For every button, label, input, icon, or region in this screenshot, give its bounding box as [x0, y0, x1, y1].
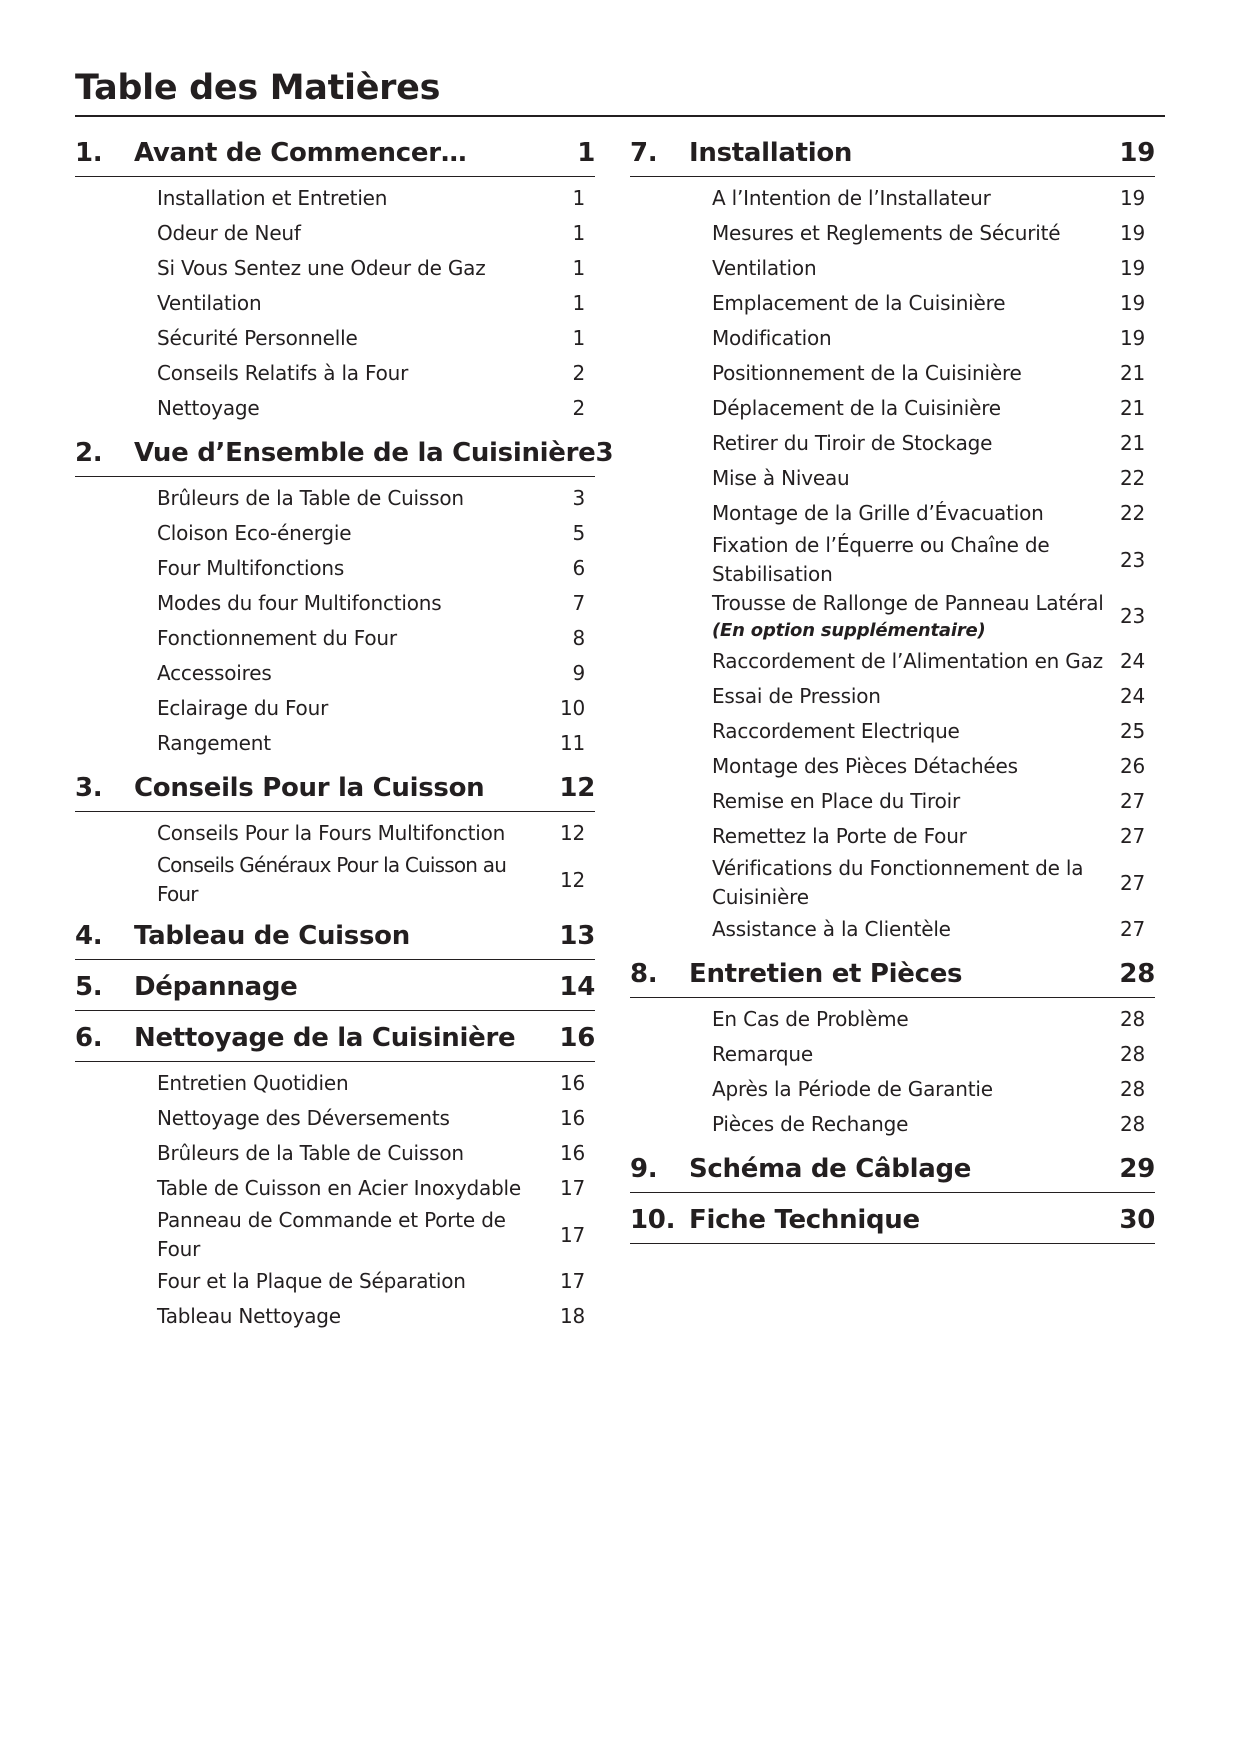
toc-entry[interactable]	[630, 1037, 1155, 1072]
toc-entry-label-wrap	[712, 717, 1115, 746]
toc-entry[interactable]	[630, 714, 1155, 749]
toc-entry-page-number: 17	[559, 1176, 585, 1200]
toc-entry-label-wrap	[712, 589, 1115, 644]
toc-entry-label-wrap	[712, 682, 1115, 711]
toc-entry-label-wrap	[712, 219, 1115, 248]
toc-entry-label: Odeur de Neuf	[157, 221, 301, 245]
toc-entry-page-number: 12	[559, 867, 585, 892]
toc-section-heading[interactable]	[630, 959, 1155, 998]
toc-subentry-list	[75, 177, 595, 426]
toc-entry-label-wrap	[157, 1104, 555, 1133]
toc-entry[interactable]	[75, 621, 595, 656]
toc-entry[interactable]	[630, 216, 1155, 251]
toc-entry-page-number: 25	[1119, 719, 1145, 743]
toc-entry-page-number: 5	[572, 521, 585, 545]
toc-entry-page-number: 7	[572, 591, 585, 615]
toc-entry-label-wrap	[712, 531, 1115, 589]
toc-entry-label-wrap	[157, 359, 555, 388]
toc-entry-label: Remettez la Porte de Four	[712, 824, 967, 848]
toc-section-heading[interactable]	[630, 1205, 1155, 1244]
toc-section-2	[75, 438, 614, 761]
toc-entry[interactable]	[75, 691, 595, 726]
toc-entry-page-number: 27	[1119, 917, 1145, 941]
toc-entry[interactable]	[75, 1206, 595, 1264]
toc-entry-label-wrap	[157, 484, 555, 513]
toc-section-heading[interactable]	[75, 1023, 595, 1062]
toc-section-10	[630, 1205, 1155, 1244]
toc-entry-label: Assistance à la Clientèle	[712, 917, 951, 941]
toc-entry[interactable]	[75, 1299, 595, 1334]
toc-entry-label: Installation et Entretien	[157, 186, 388, 210]
toc-entry[interactable]	[75, 356, 595, 391]
toc-entry-page-number: 24	[1119, 649, 1145, 673]
section-title: Installation	[689, 138, 853, 168]
section-number: 5.	[75, 972, 103, 1002]
toc-entry-label-wrap	[712, 429, 1115, 458]
toc-section-7	[630, 138, 1155, 947]
toc-entry-label: Essai de Pression	[712, 684, 881, 708]
toc-entry-label: Pièces de Rechange	[712, 1112, 909, 1136]
toc-entry[interactable]	[630, 531, 1155, 589]
section-title: Schéma de Câblage	[689, 1154, 972, 1184]
toc-entry-label: Ventilation	[157, 291, 262, 315]
toc-entry-label-wrap	[157, 1139, 555, 1168]
toc-entry-page-number: 27	[1119, 789, 1145, 813]
toc-entry[interactable]	[630, 426, 1155, 461]
toc-section-9	[630, 1154, 1155, 1193]
section-page-number: 14	[559, 972, 595, 1002]
toc-entry-page-number: 28	[1119, 1042, 1145, 1066]
toc-entry-label-wrap	[157, 1069, 555, 1098]
toc-entry-label: Nettoyage	[157, 396, 260, 420]
toc-right-column	[630, 138, 1155, 1256]
section-title: Nettoyage de la Cuisinière	[134, 1023, 516, 1053]
toc-entry-label: Sécurité Personnelle	[157, 326, 358, 350]
toc-entry-page-number: 23	[1119, 547, 1145, 572]
toc-section-heading[interactable]	[630, 1154, 1155, 1193]
section-number: 1.	[75, 138, 103, 168]
toc-entry-page-number: 11	[559, 731, 585, 755]
toc-entry-label-wrap	[157, 1206, 555, 1264]
toc-subentry-list	[75, 812, 595, 909]
title-rule	[75, 115, 1165, 117]
toc-entry-label-wrap	[157, 324, 555, 353]
toc-subentry-list	[630, 177, 1155, 947]
toc-entry-page-number: 23	[1119, 604, 1145, 628]
toc-entry-label-wrap	[157, 394, 555, 423]
toc-entry-page-number: 16	[559, 1106, 585, 1130]
toc-section-3	[75, 773, 595, 909]
toc-entry[interactable]	[75, 1136, 595, 1171]
section-page-number: 13	[559, 921, 595, 951]
toc-subentry-list	[630, 998, 1155, 1142]
section-title: Dépannage	[134, 972, 298, 1002]
toc-entry[interactable]	[75, 1066, 595, 1101]
toc-entry-label-wrap	[157, 219, 555, 248]
toc-entry-label-wrap	[712, 915, 1115, 944]
toc-entry-label-wrap	[712, 289, 1115, 318]
toc-entry[interactable]	[75, 516, 595, 551]
toc-entry-label: Four Multifonctions	[157, 556, 345, 580]
toc-entry-label-wrap	[712, 499, 1115, 528]
toc-entry-label: Mesures et Reglements de Sécurité	[712, 221, 1061, 245]
section-title: Vue d’Ensemble de la Cuisinière	[134, 438, 596, 468]
toc-entry[interactable]	[630, 679, 1155, 714]
toc-entry-label: Raccordement Electrique	[712, 719, 960, 743]
toc-entry-label: Trousse de Rallonge de Panneau Latéral	[712, 591, 1104, 615]
toc-entry[interactable]	[75, 656, 595, 691]
toc-entry-label: Brûleurs de la Table de Cuisson	[157, 486, 464, 510]
toc-entry-label: Si Vous Sentez une Odeur de Gaz	[157, 256, 486, 280]
toc-entry-label-wrap	[157, 184, 555, 213]
toc-entry[interactable]	[630, 912, 1155, 947]
toc-section-6	[75, 1023, 595, 1334]
toc-entry-page-number: 26	[1119, 754, 1145, 778]
toc-entry-label-wrap	[712, 1005, 1115, 1034]
toc-entry[interactable]	[75, 816, 595, 851]
toc-entry-page-number: 19	[1119, 291, 1145, 315]
toc-entry-page-number: 28	[1119, 1007, 1145, 1031]
toc-entry[interactable]	[75, 391, 595, 426]
toc-entry-label-wrap	[157, 819, 555, 848]
toc-entry[interactable]	[630, 1072, 1155, 1107]
toc-entry-page-number: 22	[1119, 501, 1145, 525]
toc-entry-label: Raccordement de l’Alimentation en Gaz	[712, 649, 1103, 673]
toc-entry-label-wrap	[157, 554, 555, 583]
toc-entry-page-number: 28	[1119, 1112, 1145, 1136]
toc-entry[interactable]	[75, 1264, 595, 1299]
toc-entry[interactable]	[630, 496, 1155, 531]
toc-section-heading[interactable]	[75, 438, 614, 477]
section-number: 10.	[630, 1205, 676, 1235]
toc-left-column	[75, 138, 614, 1346]
toc-entry-label: Ventilation	[712, 256, 817, 280]
toc-entry-label-wrap	[712, 324, 1115, 353]
section-number: 4.	[75, 921, 103, 951]
toc-entry[interactable]	[630, 286, 1155, 321]
toc-entry-label: Remarque	[712, 1042, 813, 1066]
toc-entry-label-wrap	[157, 659, 555, 688]
toc-entry[interactable]	[75, 551, 595, 586]
section-page-number: 16	[559, 1023, 595, 1053]
toc-entry-label-wrap	[712, 752, 1115, 781]
toc-entry-label-wrap	[157, 851, 555, 909]
toc-entry-page-number: 16	[559, 1071, 585, 1095]
section-page-number: 29	[1119, 1154, 1155, 1184]
toc-entry-label-wrap	[157, 624, 555, 653]
toc-section-5	[75, 972, 595, 1011]
toc-entry-page-number: 6	[572, 556, 585, 580]
toc-entry[interactable]	[630, 321, 1155, 356]
toc-entry-label-wrap	[712, 1075, 1115, 1104]
toc-entry[interactable]	[630, 819, 1155, 854]
toc-entry-label: Conseils Relatifs à la Four	[157, 361, 409, 385]
toc-entry[interactable]	[630, 461, 1155, 496]
toc-entry-label: Vérifications du Fonctionnement de la Cuisinière	[712, 856, 1084, 909]
section-title: Avant de Commencer…	[134, 138, 467, 168]
toc-entry-page-number: 2	[572, 361, 585, 385]
toc-entry-page-number: 18	[559, 1304, 585, 1328]
toc-entry-label-wrap	[712, 394, 1115, 423]
toc-entry-label: Nettoyage des Déversements	[157, 1106, 450, 1130]
toc-entry-label: Modes du four Multifonctions	[157, 591, 442, 615]
toc-entry-label-wrap	[157, 254, 555, 283]
toc-entry-label: Conseils Généraux Pour la Cuisson au Four	[157, 853, 507, 906]
toc-entry[interactable]	[630, 356, 1155, 391]
toc-entry-page-number: 17	[559, 1222, 585, 1247]
toc-entry-label-wrap	[712, 647, 1115, 676]
toc-entry-label-wrap	[157, 519, 555, 548]
toc-entry-label: Rangement	[157, 731, 271, 755]
toc-entry-page-number: 1	[572, 186, 585, 210]
section-title: Conseils Pour la Cuisson	[134, 773, 485, 803]
toc-entry-page-number: 21	[1119, 361, 1145, 385]
toc-entry-label: Conseils Pour la Fours Multifonction	[157, 821, 506, 845]
toc-entry-page-number: 17	[559, 1269, 585, 1293]
toc-entry-label: Déplacement de la Cuisinière	[712, 396, 1001, 420]
toc-entry-label: Montage de la Grille d’Évacuation	[712, 501, 1044, 525]
toc-entry[interactable]	[630, 1002, 1155, 1037]
toc-entry-page-number: 22	[1119, 466, 1145, 490]
toc-entry-label: Emplacement de la Cuisinière	[712, 291, 1006, 315]
toc-entry-label-wrap	[712, 787, 1115, 816]
toc-entry-label: Mise à Niveau	[712, 466, 850, 490]
section-page-number: 28	[1119, 959, 1155, 989]
toc-entry[interactable]	[630, 181, 1155, 216]
toc-entry-label-wrap	[157, 1302, 555, 1331]
toc-entry-label: Montage des Pièces Détachées	[712, 754, 1018, 778]
toc-entry-page-number: 1	[572, 221, 585, 245]
toc-section-8	[630, 959, 1155, 1142]
toc-entry-label: Entretien Quotidien	[157, 1071, 349, 1095]
toc-entry-label-wrap	[157, 694, 555, 723]
toc-entry-label: Tableau Nettoyage	[157, 1304, 341, 1328]
toc-entry-label-wrap	[712, 359, 1115, 388]
section-number: 7.	[630, 138, 658, 168]
toc-entry[interactable]	[75, 1101, 595, 1136]
toc-entry-page-number: 27	[1119, 870, 1145, 895]
toc-entry-label-wrap	[712, 184, 1115, 213]
toc-entry-page-number: 1	[572, 291, 585, 315]
toc-section-heading[interactable]	[630, 138, 1155, 177]
section-number: 3.	[75, 773, 103, 803]
toc-entry[interactable]	[630, 251, 1155, 286]
section-number: 2.	[75, 438, 103, 468]
toc-entry-label-wrap	[712, 1110, 1115, 1139]
section-page-number: 30	[1119, 1205, 1155, 1235]
toc-entry-page-number: 9	[572, 661, 585, 685]
toc-entry-label: A l’Intention de l’Installateur	[712, 186, 991, 210]
toc-entry-label: Après la Période de Garantie	[712, 1077, 993, 1101]
toc-entry-label: Table de Cuisson en Acier Inoxydable	[157, 1176, 522, 1200]
toc-entry-page-number: 19	[1119, 221, 1145, 245]
section-page-number: 19	[1119, 138, 1155, 168]
toc-entry[interactable]	[75, 286, 595, 321]
toc-entry-page-number: 21	[1119, 396, 1145, 420]
toc-section-1	[75, 138, 595, 426]
toc-entry[interactable]	[75, 181, 595, 216]
toc-entry-label: Positionnement de la Cuisinière	[712, 361, 1022, 385]
toc-entry-page-number: 19	[1119, 256, 1145, 280]
toc-entry-label: Accessoires	[157, 661, 272, 685]
toc-entry[interactable]	[630, 391, 1155, 426]
toc-entry-label: En Cas de Problème	[712, 1007, 909, 1031]
toc-entry-label-wrap	[712, 854, 1115, 912]
toc-entry-page-number: 10	[559, 696, 585, 720]
toc-entry-page-number: 2	[572, 396, 585, 420]
section-title: Tableau de Cuisson	[134, 921, 410, 951]
toc-section-4	[75, 921, 595, 960]
toc-entry[interactable]	[630, 644, 1155, 679]
section-number: 8.	[630, 959, 658, 989]
toc-entry[interactable]	[75, 851, 595, 909]
toc-entry-label-wrap	[712, 822, 1115, 851]
section-title: Fiche Technique	[689, 1205, 920, 1235]
toc-entry-label: Fonctionnement du Four	[157, 626, 397, 650]
toc-entry-label-wrap	[712, 1040, 1115, 1069]
toc-subentry-list	[75, 477, 595, 761]
toc-entry-page-number: 12	[559, 821, 585, 845]
page-title: Table des Matières	[75, 68, 441, 108]
toc-entry-label: Eclairage du Four	[157, 696, 329, 720]
toc-entry-label: Panneau de Commande et Porte de Four	[157, 1208, 506, 1261]
section-page-number: 12	[559, 773, 595, 803]
toc-section-heading[interactable]	[75, 773, 595, 812]
toc-entry-page-number: 28	[1119, 1077, 1145, 1101]
toc-entry-page-number: 1	[572, 326, 585, 350]
section-number: 9.	[630, 1154, 658, 1184]
toc-entry-page-number: 3	[572, 486, 585, 510]
toc-entry[interactable]	[630, 749, 1155, 784]
toc-entry[interactable]	[75, 321, 595, 356]
toc-entry-label-wrap	[712, 464, 1115, 493]
toc-entry-label: Brûleurs de la Table de Cuisson	[157, 1141, 464, 1165]
toc-entry-label-wrap	[157, 289, 555, 318]
toc-entry[interactable]	[75, 251, 595, 286]
section-page-number: 1	[577, 138, 595, 168]
toc-entry[interactable]	[630, 1107, 1155, 1142]
toc-entry-label-wrap	[157, 1267, 555, 1296]
toc-entry-label: Four et la Plaque de Séparation	[157, 1269, 466, 1293]
toc-entry[interactable]	[630, 784, 1155, 819]
toc-entry-label-wrap	[157, 1174, 555, 1203]
section-number: 6.	[75, 1023, 103, 1053]
toc-entry-label: Modification	[712, 326, 832, 350]
toc-entry[interactable]	[630, 854, 1155, 912]
toc-section-heading[interactable]	[75, 972, 595, 1011]
toc-subentry-list	[75, 1062, 595, 1334]
toc-entry-page-number: 24	[1119, 684, 1145, 708]
toc-entry-page-number: 1	[572, 256, 585, 280]
toc-entry-page-number: 19	[1119, 186, 1145, 210]
toc-entry-page-number: 19	[1119, 326, 1145, 350]
toc-entry[interactable]	[630, 589, 1155, 644]
toc-entry-page-number: 21	[1119, 431, 1145, 455]
section-title: Entretien et Pièces	[689, 959, 963, 989]
section-page-number: 3	[595, 438, 614, 468]
toc-entry-label-wrap	[157, 589, 555, 618]
toc-section-heading[interactable]	[75, 921, 595, 960]
toc-entry[interactable]	[75, 481, 595, 516]
toc-entry-note: (En option supplémentaire)	[712, 620, 986, 641]
toc-entry-label: Cloison Eco-énergie	[157, 521, 352, 545]
toc-entry-label: Remise en Place du Tiroir	[712, 789, 960, 813]
toc-entry[interactable]	[75, 726, 595, 761]
toc-section-heading[interactable]	[75, 138, 595, 177]
toc-entry-label: Retirer du Tiroir de Stockage	[712, 431, 993, 455]
toc-entry-page-number: 27	[1119, 824, 1145, 848]
toc-entry-label: Fixation de l’Équerre ou Chaîne de Stabilisation	[712, 533, 1050, 586]
toc-entry[interactable]	[75, 586, 595, 621]
toc-entry-label-wrap	[712, 254, 1115, 283]
toc-entry-page-number: 8	[572, 626, 585, 650]
toc-entry[interactable]	[75, 216, 595, 251]
toc-entry[interactable]	[75, 1171, 595, 1206]
toc-entry-label-wrap	[157, 729, 555, 758]
toc-entry-page-number: 16	[559, 1141, 585, 1165]
